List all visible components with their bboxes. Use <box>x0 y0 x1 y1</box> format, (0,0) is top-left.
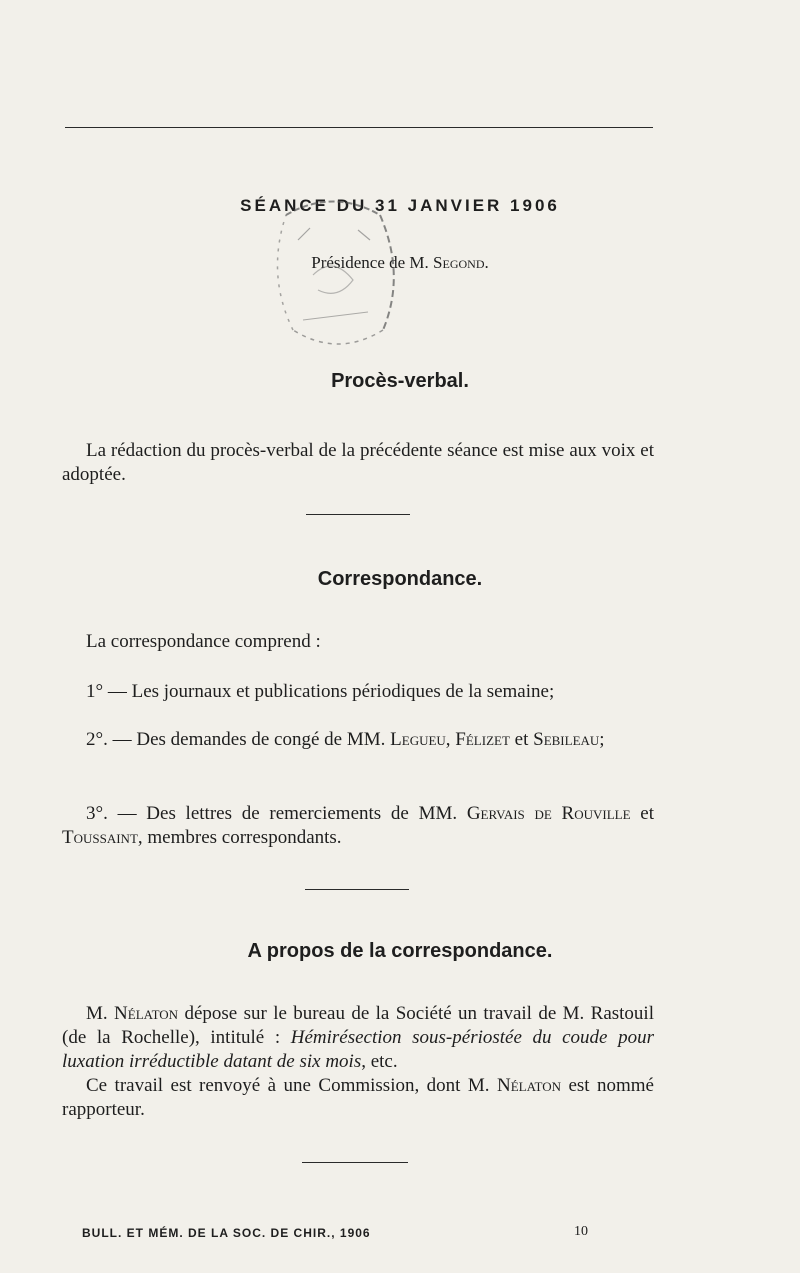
a-propos-paragraph-2 <box>62 1074 654 1122</box>
library-stamp <box>258 180 408 365</box>
item-2-text-b: , <box>445 729 456 750</box>
name-legueu: Legueu <box>390 729 446 750</box>
name-felizet: Félizet <box>455 729 510 750</box>
name-toussaint: Toussaint <box>62 827 138 848</box>
item-3-text-b: et <box>630 803 654 824</box>
a-propos-heading: A propos de la correspondance. <box>247 940 553 962</box>
name-nelaton-2: Nélaton <box>496 1075 562 1096</box>
proces-verbal-heading: Procès-verbal. <box>331 370 469 392</box>
proces-verbal-text: La rédaction du procès-verbal de la précédente séance est mise aux voix et adoptée. <box>62 440 654 485</box>
correspondance-intro: La correspondance comprend : <box>86 631 321 652</box>
item-2-text-d: ; <box>599 729 605 750</box>
a-propos-paragraph-1 <box>62 1002 654 1074</box>
correspondance-item-2 <box>62 728 654 752</box>
p2-text-b: est nommé rapporteur. <box>62 1075 654 1120</box>
item-2-text-c: et <box>509 729 534 750</box>
p2-text-a: Ce travail est renvoyé à une Commission, dont M. <box>86 1075 497 1096</box>
correspondance-item-1: 1° — Les journaux et publications périodiques de la semaine; <box>86 681 555 702</box>
seance-title: SÉANCE DU 31 JANVIER 1906 <box>240 196 560 215</box>
separator-rule-3 <box>302 1162 408 1163</box>
top-rule <box>65 127 653 128</box>
name-sebileau: Sebileau <box>533 729 600 750</box>
name-nelaton: Nélaton <box>114 1003 179 1024</box>
item-3-text-c: , membres correspondants. <box>137 827 342 848</box>
item-3-text-a: 3°. — Des lettres de remerciements de MM. <box>86 803 467 824</box>
correspondance-item-3 <box>62 802 654 850</box>
president-name: Segond. <box>433 253 489 272</box>
separator-rule-1 <box>306 514 410 515</box>
work-title: Hémirésection sous-périostée du coude pour luxation irréductible datant de six mois <box>62 1027 654 1072</box>
p1-text-c: , etc. <box>361 1051 398 1072</box>
p1-text-a: M. <box>86 1003 115 1024</box>
correspondance-heading: Correspondance. <box>317 568 483 590</box>
name-gervais-de-rouville: Gervais de Rouville <box>466 803 631 824</box>
item-2-text-a: 2°. — Des demandes de congé de MM. <box>86 729 391 750</box>
p1-text-b: dépose sur le bureau de la Société un travail de M. Rastouil (de la Rochelle), intitulé : <box>62 1003 654 1048</box>
footer-page-number: 10 <box>574 1224 588 1239</box>
separator-rule-2 <box>305 889 409 890</box>
footer-citation: BULL. ET MÉM. DE LA SOC. DE CHIR., 1906 <box>82 1226 371 1240</box>
presidence-prefix: Présidence de M. <box>311 253 434 272</box>
